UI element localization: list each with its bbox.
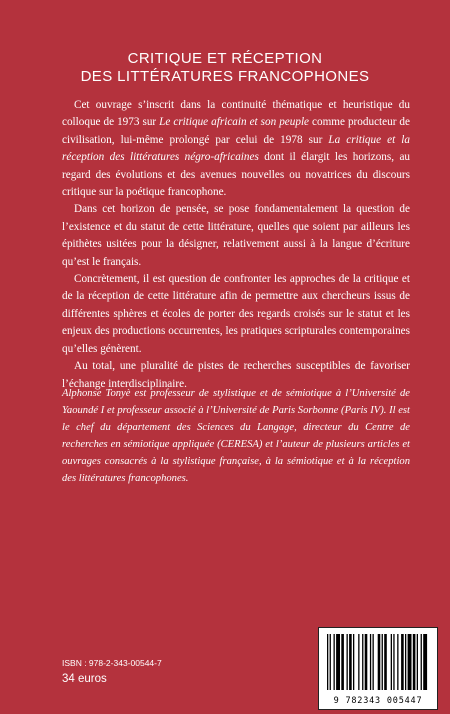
p1-text-e: dont il élargit les horizons, au regard des évolutions et des avenues nouvelles ou novatrices du discours critique sur la poétique francophone. (62, 151, 411, 199)
author-bio (62, 385, 410, 487)
barcode-bar (382, 634, 383, 690)
barcode-bar (358, 634, 359, 690)
barcode-bar (334, 634, 335, 690)
barcode-bar (384, 634, 387, 690)
p1-title-2: La critique et la réception des littératures négro-africaines (62, 133, 411, 164)
barcode-bar (336, 634, 340, 690)
p1-title-1: Le critique africain et son peuple (159, 116, 310, 129)
barcode-bar (347, 634, 348, 690)
barcode-bar (353, 634, 354, 690)
barcode-bar (341, 634, 344, 690)
barcode-bar (378, 634, 381, 690)
title-line-1: CRITIQUE ET RÉCEPTION (127, 50, 323, 68)
p1-text-c: comme producteur de civilisation, lui-même prolongé par celui de 1978 sur (62, 116, 410, 146)
barcode-bar (391, 634, 392, 690)
barcode-bar (362, 634, 363, 690)
book-title (0, 50, 450, 86)
blurb-paragraph-2: Dans cet horizon de pensée, se pose fondamentalement la question de l’existence et du statut de cette littérature, quelles que soient par ailleurs les épithètes usitées pour la désigner, relativement aussi à la langue d’écriture qu’est le français. (62, 203, 410, 268)
barcode-bar (330, 634, 331, 690)
barcode-bar (408, 634, 412, 690)
barcode-bar (349, 634, 352, 690)
barcode (318, 627, 438, 710)
p1-text-a: Cet ouvrage s’inscrit dans la continuité thématique et heuristique du colloque de 1973 sur (62, 99, 410, 129)
author-bio-text: Alphonse Tonyè est professeur de stylistique et de sémiotique à l’Université de Yaoundé I et professeur associé à l’Université de Paris Sorbonne (Paris IV). Il est le chef du département des Sciences du Langage, directeur du Centre de recherches en sémiotique appliquée (CERESA) et l’auteur de plusieurs articles et ouvrages consacrés à la stylistique française, à la sémiotique et à la réception des littératures francophones. (62, 388, 410, 484)
barcode-bar (423, 634, 427, 690)
barcode-bar (393, 634, 394, 690)
barcode-bar (405, 634, 406, 690)
barcode-bars (319, 628, 437, 694)
title-line-2: DES LITTÉRATURES FRANCOPHONES (80, 68, 370, 86)
barcode-bar (373, 634, 374, 690)
barcode-bar (401, 634, 404, 690)
blurb-paragraph-4: Au total, une pluralité de pistes de recherches susceptibles de favoriser l’échange interdisciplinaire. (62, 360, 410, 390)
barcode-bar (365, 634, 368, 690)
isbn: ISBN : 978-2-343-00544-7 (62, 658, 162, 668)
barcode-number: 9 782343 005447 (333, 696, 423, 706)
blurb-paragraph-1 (62, 97, 410, 201)
barcode-bar (417, 634, 418, 690)
barcode-bar (397, 634, 398, 690)
blurb (62, 97, 410, 393)
barcode-bar (327, 634, 328, 690)
blurb-paragraph-3: Concrètement, il est question de confronter les approches de la critique et de la réception de cette littérature afin de permettre aux chercheurs issus de différentes sphères et écoles de porter des regards croisés sur le statut et les enjeux des productions occurrentes, les pratiques scripturales contemporaines qu’elles génèrent. (62, 273, 410, 355)
barcode-bar (413, 634, 416, 690)
barcode-bar (370, 634, 371, 690)
barcode-bar (421, 634, 422, 690)
price: 34 euros (62, 673, 107, 685)
